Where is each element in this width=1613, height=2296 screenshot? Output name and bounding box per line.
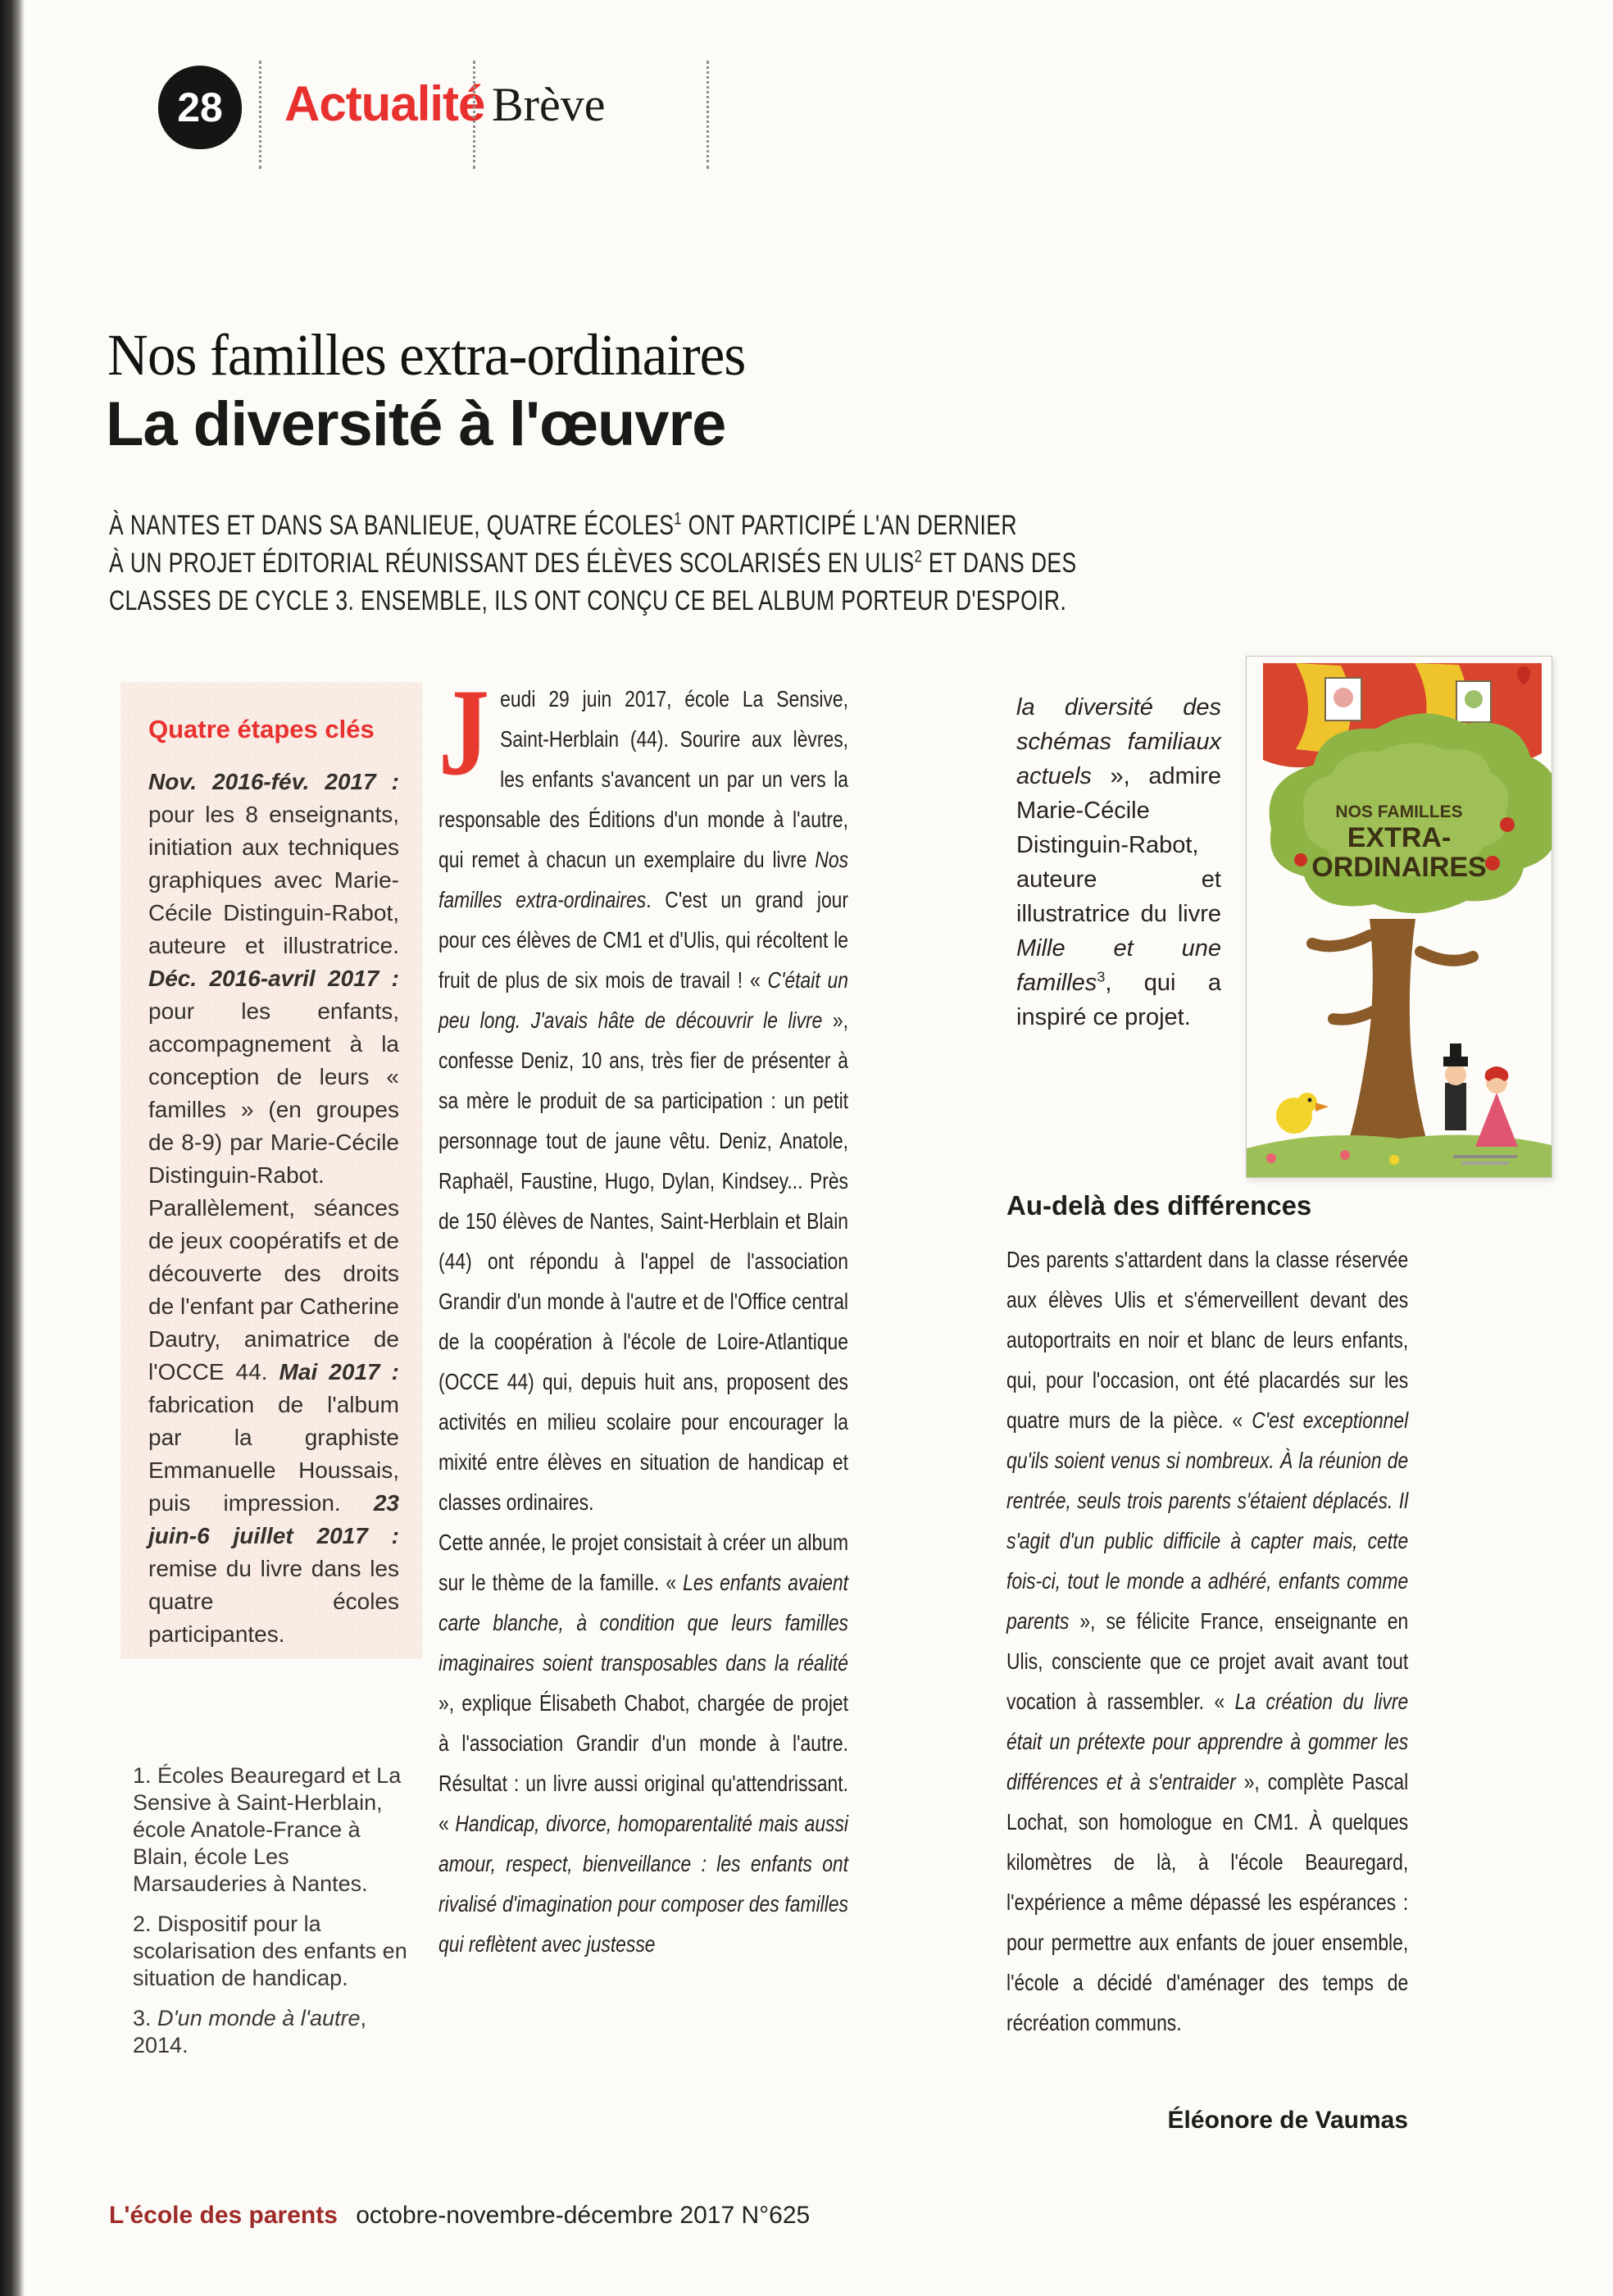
header-divider	[473, 61, 475, 169]
standfirst-line: CLASSES DE CYCLE 3. ENSEMBLE, ILS ONT CONÇU CE BEL ALBUM PORTEUR D'ESPOIR.	[109, 585, 1067, 616]
article-body-column	[438, 663, 849, 1964]
key-steps-heading: Quatre étapes clés	[148, 715, 375, 743]
scan-edge-shadow	[0, 0, 25, 2296]
book-cover-art	[1247, 657, 1552, 1177]
footnote-3: 3. D'un monde à l'autre, 2014.	[133, 2006, 367, 2057]
body-paragraph	[438, 663, 849, 1522]
section-heading: Au-delà des différences	[1006, 1190, 1312, 1221]
header-divider	[259, 61, 261, 169]
footnotes	[133, 1762, 416, 2072]
section2-column	[1006, 1239, 1408, 2043]
standfirst	[109, 507, 1077, 620]
cover-title-line-1: NOS FAMILLES	[1335, 802, 1463, 821]
paragraph-text: eudi 29 juin 2017, école La Sensive, Saint-Herblain (44). Sourire aux lèvres, les enfants s'avancent un par un vers la responsable des Éditions d'un monde à l'autre, qui remet à chacun un exemplaire du livre Nos familles extra-ordinaires. C'est un grand jour pour ces élèves de CM1 et d'Ulis, qui récoltent le fruit de plus de six mois de travail ! « C'était un peu long. J'avais hâte de découvrir le livre », confesse Deniz, 10 ans, très fier de présenter à sa mère le produit de sa participation : un petit personnage tout de jaune vêtu. Deniz, Anatole, Raphaël, Faustine, Hugo, Dylan, Kindsey... Près de 150 élèves de Nantes, Saint-Herblain et Blain (44) ont répondu à l'appel de l'association Grandir d'un monde à l'autre et de l'Office central de la coopération à l'école de Loire-Atlantique (OCCE 44) qui, depuis huit ans, proposent des activités en milieu scolaire pour encourager la mixité entre élèves en situation de handicap et classes ordinaires.	[438, 686, 849, 1515]
key-steps-box	[120, 682, 422, 1659]
body-paragraph: Des parents s'attardent dans la classe réservée aux élèves Ulis et s'émerveillent devant des autoportraits en noir et blanc de leurs enfants, qui, pour l'occasion, ont été placardés sur les quatre murs de la pièce. « C'est exceptionnel qu'ils soient venus si nombreux. À la réunion de rentrée, seuls trois parents s'étaient déplacés. Il s'agit d'un public difficile à capter mais, cette fois-ci, tout le monde a adhéré, enfants comme parents », se félicite France, enseignante en Ulis, consciente que ce projet avait avant tout vocation à rassembler. « La création du livre était un prétexte pour apprendre à gommer les différences et à s'entraider », complète Pascal Lochat, son homologue en CM1. À quelques kilomètres de là, à l'école Beauregard, l'expérience a même dépassé les espérances : pour permettre aux enfants de jouer ensemble, l'école a décidé d'aménager des temps de récréation communs.	[1006, 1247, 1409, 2035]
page-footer	[109, 2202, 810, 2230]
step-date: Nov. 2016-fév. 2017 :	[148, 769, 399, 794]
standfirst-line: À UN PROJET ÉDITORIAL RÉUNISSANT DES ÉLÈVES SCOLARISÉS EN ULIS$^2$ ET DANS DES	[109, 547, 1077, 579]
author-byline: Éléonore de Vaumas	[1167, 2107, 1408, 2134]
body-paragraph: Cette année, le projet consistait à créer un album sur le thème de la famille. « Les enfants avaient carte blanche, à condition que leurs familles imaginaires soient transposables dans la réalité », explique Élisabeth Chabot, chargée de projet à l'association Grandir d'un monde à l'autre. Résultat : un livre aussi original qu'attendrissant. « Handicap, divorce, homoparentalité mais aussi amour, respect, bienveillance : les enfants ont rivalisé d'imagination pour composer des familles qui reflètent avec justesse	[438, 1530, 849, 1957]
article-kicker: Nos familles extra-ordinaires	[107, 322, 746, 388]
section-label: Actualité	[284, 76, 485, 131]
key-steps-text	[148, 766, 399, 1651]
book-cover-image	[1246, 656, 1552, 1178]
page-number: 28	[177, 84, 223, 130]
drop-cap: J	[438, 663, 490, 801]
quote-continuation-column: la diversité des schémas familiaux actuels », admire Marie-Cécile Distinguin-Rabot, auteure et illustratrice du livre Mille et une familles$^3$, qui a inspiré ce projet.	[1016, 694, 1221, 1030]
standfirst-line: À NANTES ET DANS SA BANLIEUE, QUATRE ÉCOLES$^1$ ONT PARTICIPÉ L'AN DERNIER	[109, 509, 1017, 541]
rubric-label: Brève	[492, 78, 606, 131]
step-text: fabrication de l'album par la graphiste Emmanuelle Houssais, puis impression.	[148, 1392, 399, 1516]
header-divider	[707, 61, 709, 169]
footnote-2: 2. Dispositif pour la scolarisation des enfants en situation de handicap.	[133, 1912, 407, 1990]
step-text: pour les enfants, accompagnement à la conception de leurs « familles » (en groupes de 8-9) par Marie-Cécile Distinguin-Rabot. Parallèlement, séances de jeux coopératifs et de découverte des droits de l'enfant par Catherine Dautry, animatrice de l'OCCE 44.	[148, 998, 399, 1384]
footnote-1: 1. Écoles Beauregard et La Sensive à Saint-Herblain, école Anatole-France à Blain, école Les Marsauderies à Nantes.	[133, 1763, 402, 1896]
step-text: remise du livre dans les quatre écoles participantes.	[148, 1556, 399, 1647]
page-number-badge	[158, 66, 242, 149]
cover-title-line-3: ORDINAIRES	[1311, 852, 1487, 883]
magazine-name: L'école des parents	[109, 2202, 338, 2229]
issue-info: octobre-novembre-décembre 2017 N°625	[356, 2202, 811, 2229]
cover-title-line-2: EXTRA-	[1347, 822, 1452, 853]
step-date: 23 juin-6 juillet 2017 :	[148, 1490, 399, 1548]
step-date: Déc. 2016-avril 2017 :	[148, 966, 399, 991]
article-title: La diversité à l'œuvre	[106, 389, 726, 459]
step-text: pour les 8 enseignants, initiation aux techniques graphiques avec Marie-Cécile Distinguin-Rabot, auteure et illustratrice.	[148, 802, 399, 958]
step-date: Mai 2017 :	[279, 1359, 399, 1384]
